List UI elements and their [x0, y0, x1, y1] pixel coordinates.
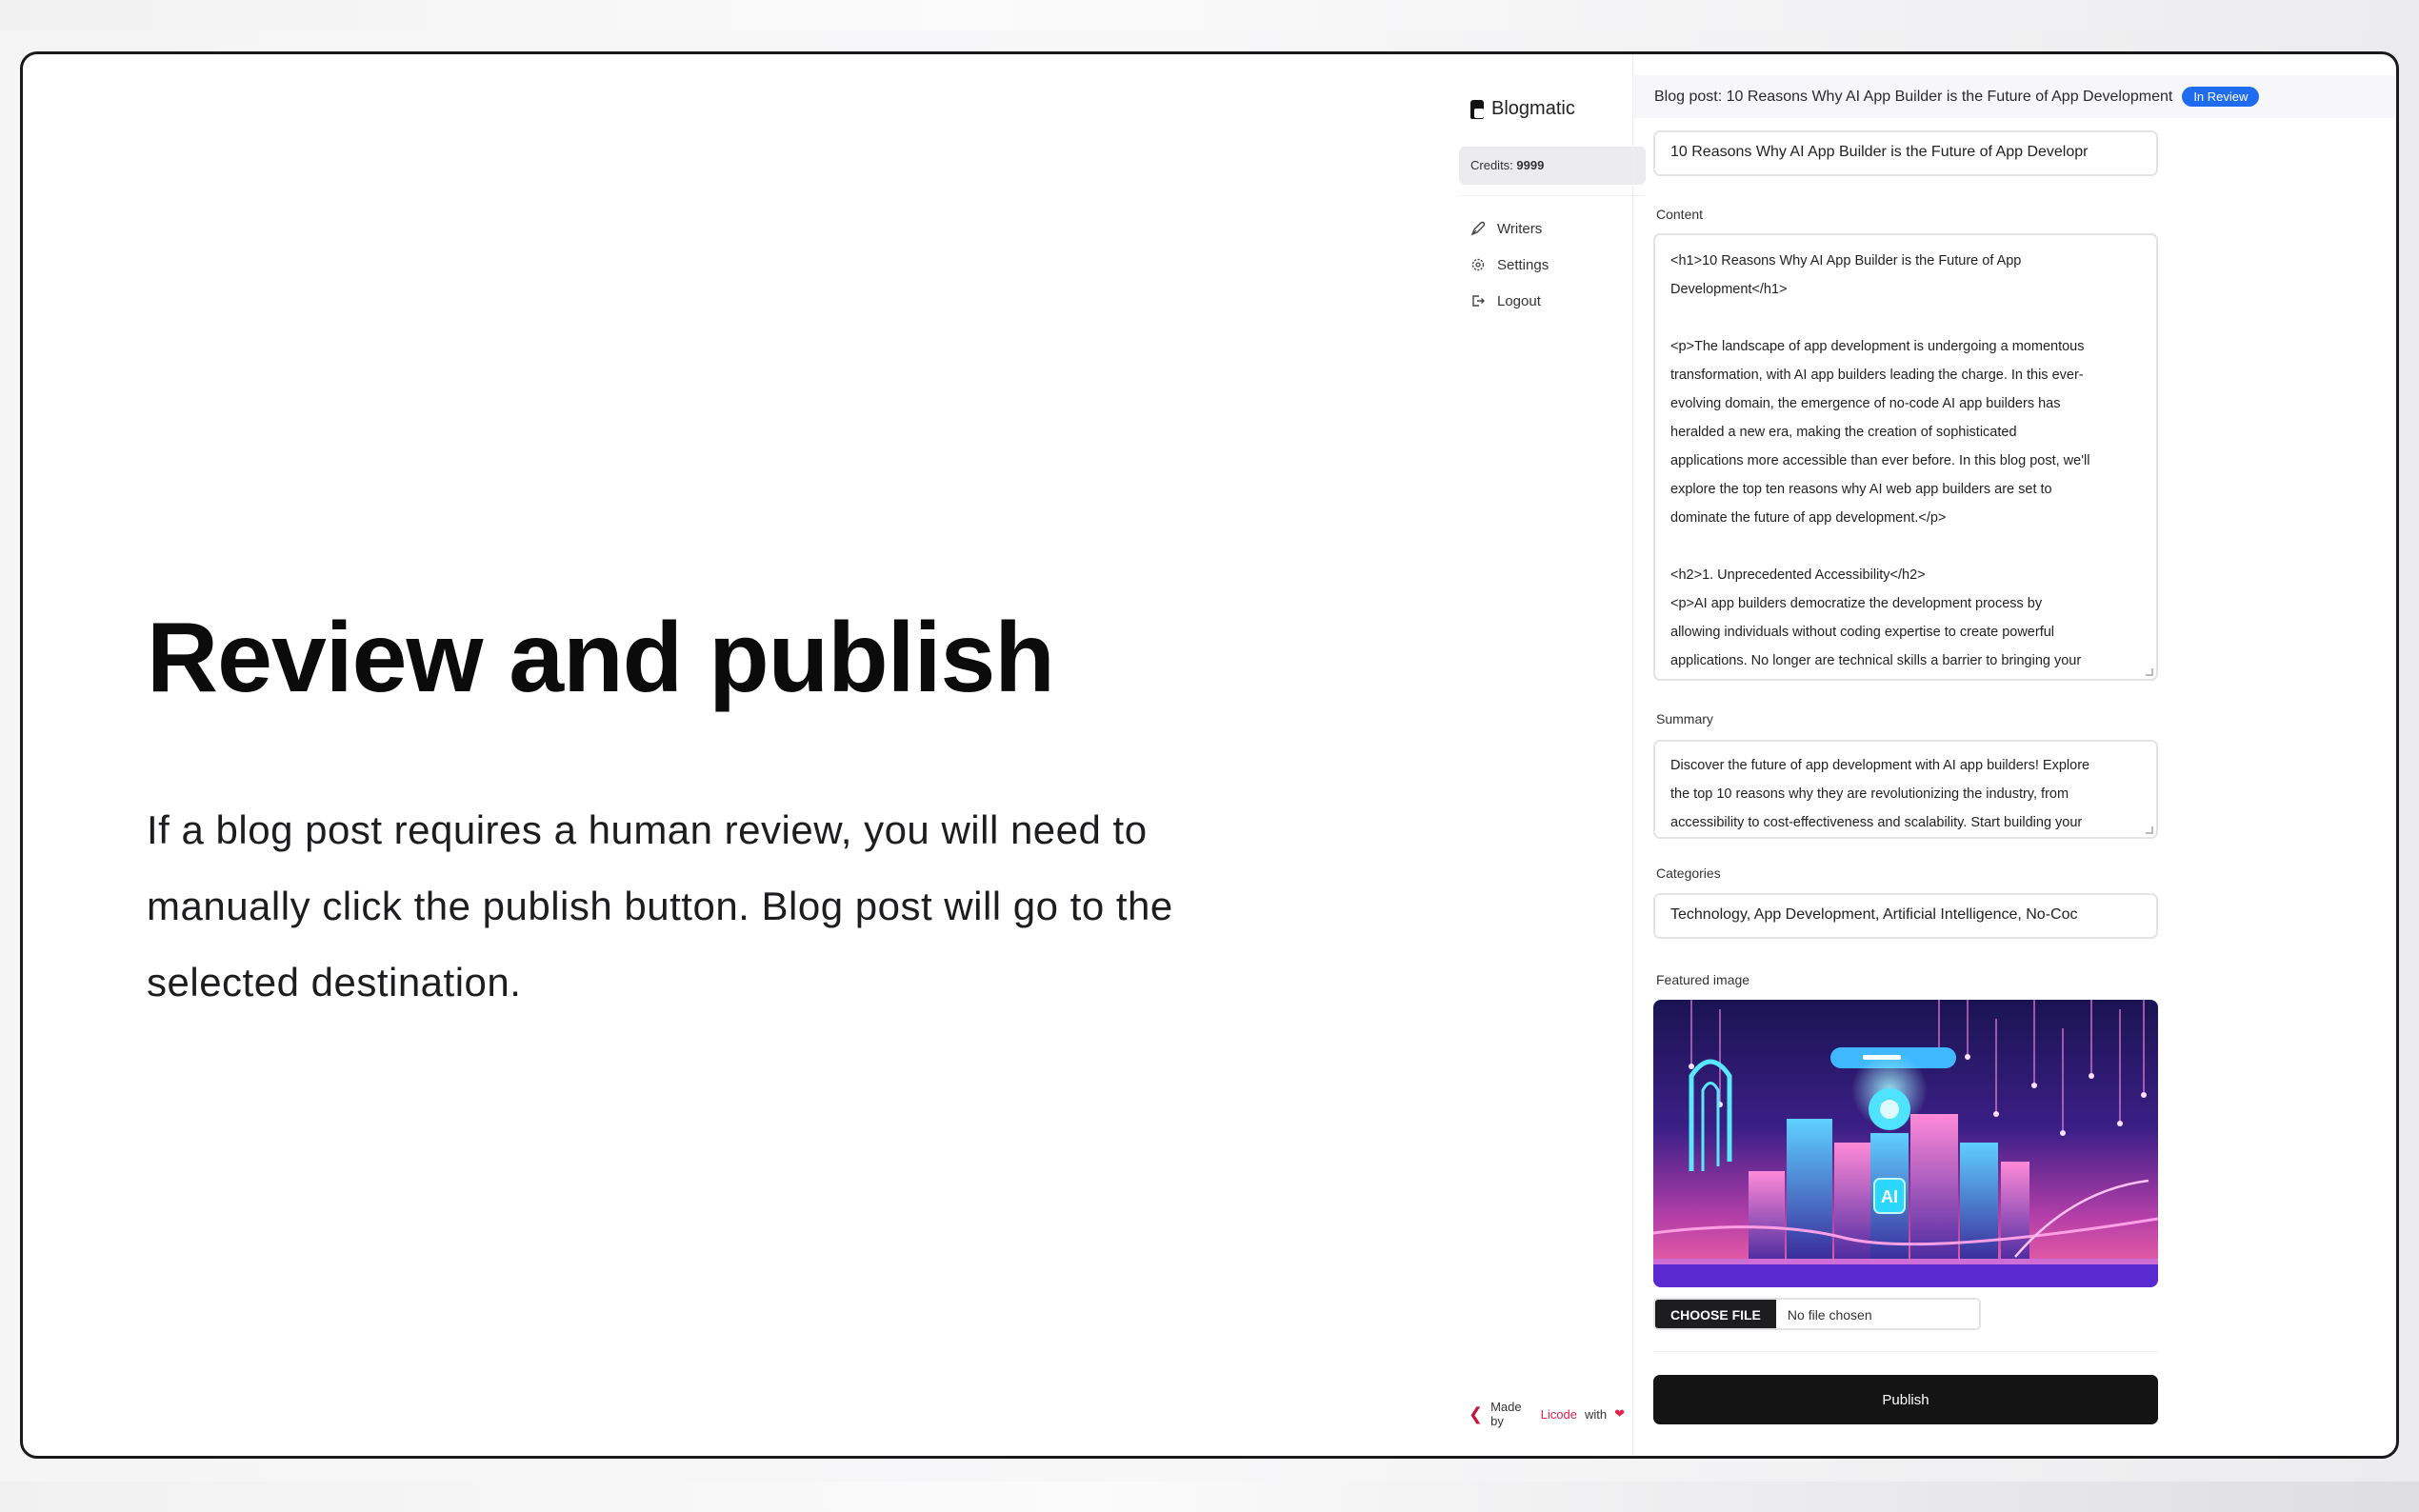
publish-divider: [1653, 1351, 2158, 1352]
hero-description: If a blog post requires a human review, you will need to manually click the publish button. Blog post will go to the selected destination.: [147, 806, 1173, 1005]
brand-name: Blogmatic: [1491, 98, 1575, 119]
gear-icon: [1470, 257, 1486, 272]
featured-image-ai-text: AI: [1881, 1187, 1898, 1206]
textarea-line: applications more accessible than ever before. In this blog post, we'll: [1670, 453, 2090, 468]
textarea-line: Development</h1>: [1670, 282, 1788, 297]
content-label: Content: [1656, 207, 1704, 222]
content-textarea[interactable]: [1653, 233, 2158, 681]
featured-image-label: Featured image: [1656, 972, 1750, 987]
textarea-line: [1670, 304, 2141, 332]
made-by-suffix: with: [1584, 1406, 1608, 1422]
textarea-line: <p>AI app builders democratize the development process by: [1670, 596, 2043, 611]
textarea-line: <p>The landscape of app development is undergoing a momentous: [1670, 339, 2085, 354]
editor-header: [1633, 75, 2395, 118]
textarea-line: transformation, with AI app builders leading the charge. In this ever-: [1670, 368, 2084, 383]
resize-handle-icon[interactable]: [2146, 826, 2153, 834]
bottom-background-strip: [0, 1482, 2419, 1512]
sidebar-nav: [1470, 210, 1549, 319]
featured-image: [1653, 1000, 2158, 1287]
categories-label: Categories: [1656, 865, 1721, 881]
logout-icon: [1470, 293, 1486, 308]
made-by-prefix: Made by: [1490, 1400, 1522, 1428]
summary-textarea[interactable]: [1653, 740, 2158, 839]
summary-label: Summary: [1656, 711, 1713, 726]
pen-icon: [1470, 221, 1486, 236]
page-title: Blog post: 10 Reasons Why AI App Builder is the Future of App Development: [1654, 88, 2173, 105]
hero-section: [147, 602, 1242, 1021]
sidebar-item-logout[interactable]: [1470, 283, 1549, 319]
sidebar-item-label: Writers: [1497, 220, 1543, 237]
textarea-line: applications. No longer are technical skills a barrier to bringing your: [1670, 653, 2082, 668]
choose-file-button[interactable]: CHOOSE FILE: [1655, 1300, 1776, 1328]
textarea-line: evolving domain, the emergence of no-code AI app builders has: [1670, 396, 2061, 411]
publish-button[interactable]: Publish: [1653, 1375, 2158, 1424]
textarea-line: accessibility to cost-effectiveness and scalability. Start building your: [1670, 815, 2083, 830]
brand[interactable]: [1470, 98, 1575, 120]
textarea-line: heralded a new era, making the creation of sophisticated: [1670, 425, 2017, 440]
made-by-footer[interactable]: [1461, 1397, 1632, 1431]
credits-label: Credits:: [1470, 158, 1513, 172]
licode-logo-icon: ❮: [1469, 1403, 1484, 1423]
status-badge: In Review: [2182, 87, 2259, 107]
textarea-line: dominate the future of app development.</p>: [1670, 510, 1947, 526]
textarea-line: the top 10 reasons why they are revolutionizing the industry, from: [1670, 786, 2069, 802]
blogmatic-logo-icon: [1470, 100, 1484, 119]
sidebar-item-label: Logout: [1497, 292, 1541, 309]
textarea-line: <h2>1. Unprecedented Accessibility</h2>: [1670, 567, 1926, 583]
sidebar-item-settings[interactable]: [1470, 247, 1549, 283]
sidebar-item-writers[interactable]: [1470, 210, 1549, 247]
top-background-strip: [0, 0, 2419, 30]
textarea-line: Discover the future of app development with AI app builders! Explore: [1670, 758, 2090, 773]
textarea-line: explore the top ten reasons why AI web app builders are set to: [1670, 482, 2052, 497]
sidebar-divider: [1459, 195, 1646, 196]
categories-input[interactable]: Technology, App Development, Artificial Intelligence, No-Coc: [1653, 893, 2158, 939]
post-editor: [1633, 54, 2399, 1459]
sidebar-item-label: Settings: [1497, 256, 1549, 273]
heart-icon: ❤: [1614, 1406, 1625, 1421]
slide-frame: [20, 51, 2399, 1459]
no-file-text: No file chosen: [1787, 1307, 1872, 1323]
textarea-line: allowing individuals without coding expertise to create powerful: [1670, 625, 2055, 640]
credits-badge: [1459, 147, 1646, 185]
hero-title: Review and publish: [147, 603, 1054, 713]
credits-value: 9999: [1516, 158, 1545, 172]
textarea-line: <h1>10 Reasons Why AI App Builder is the Future of App: [1670, 253, 2022, 269]
title-input[interactable]: 10 Reasons Why AI App Builder is the Future of App Developr: [1653, 130, 2158, 176]
made-by-brand: Licode: [1540, 1406, 1577, 1422]
app-sidebar: [1432, 54, 1632, 1459]
resize-handle-icon[interactable]: [2146, 668, 2153, 676]
file-picker[interactable]: [1653, 1298, 1981, 1330]
textarea-line: [1670, 532, 2141, 561]
